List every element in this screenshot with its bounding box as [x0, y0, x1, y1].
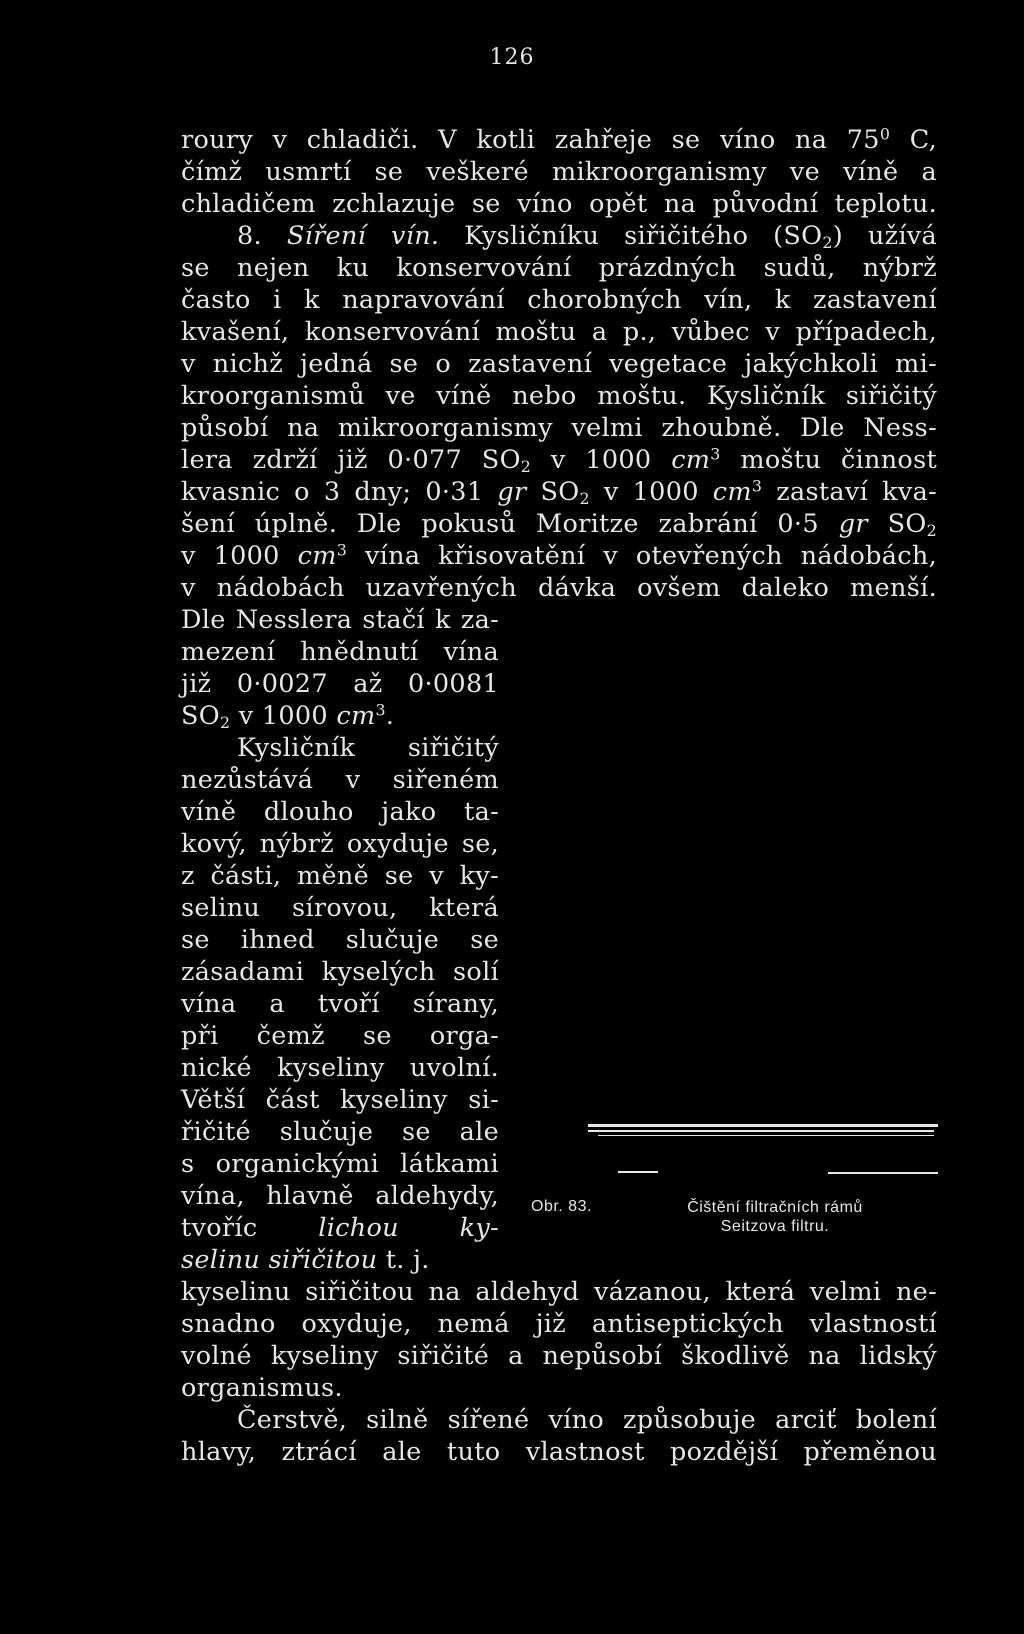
text-line: šení úplně. Dle pokusů Moritze zabrání 0·5 gr $SO_2$: [181, 509, 937, 540]
text-line: kvašení, konservování moštu a p., vůbec v případech,: [181, 317, 937, 347]
text-line: kový, nýbrž oxyduje se,: [181, 829, 499, 859]
text-line: selinu sírovou, která: [181, 893, 499, 923]
text-line: v 1000 $cm^3$ vína křisovatění v otevřených nádobách,: [181, 540, 937, 571]
text-line: tvoříc lichou ky-: [181, 1213, 499, 1243]
text-line: vína a tvoří sírany,: [181, 989, 499, 1019]
text-line: kroorganismů ve víně nebo moštu. Kysličník siřičitý: [181, 381, 937, 411]
text-line: hlavy, ztrácí ale tuto vlastnost pozdější přeměnou: [181, 1437, 937, 1467]
text-line: nické kyseliny uvolní.: [181, 1053, 499, 1083]
text-line: volné kyseliny siřičité a nepůsobí škodlivě na lidský: [181, 1341, 937, 1371]
text-line: selinu siřičitou t. j.: [181, 1245, 430, 1275]
text-line: často i k napravování chorobných vín, k zastavení: [181, 285, 937, 315]
text-line: se nejen ku konservování prázdných sudů, nýbrž: [181, 253, 937, 283]
text-line: roury v chladiči. V kotli zahřeje se víno na $75^0$ C,: [181, 124, 937, 155]
text-line: Kysličník siřičitý: [237, 733, 499, 763]
text-line: vína, hlavně aldehydy,: [181, 1181, 499, 1211]
figure-label: Obr. 83.: [531, 1198, 592, 1215]
text-line: mezení hnědnutí vína: [181, 637, 499, 667]
section-title: Síření vín.: [286, 221, 440, 251]
text-line: víně dlouho jako ta-: [181, 797, 499, 827]
text-line: Čerstvě, silně sířené víno způsobuje arciť bolení: [237, 1405, 937, 1435]
text-line: kvasnic o 3 dny; 0·31 gr $SO_2$ v 1000 $cm^3$ zastaví kva-: [181, 476, 937, 508]
text-line: z části, měně se v ky-: [181, 861, 499, 891]
text-line: řičité slučuje se ale: [181, 1117, 499, 1147]
text-line: kyselinu siřičitou na aldehyd vázanou, která velmi ne-: [181, 1277, 937, 1307]
text-line: chladičem zchlazuje se víno opět na původní teplotu.: [181, 189, 937, 219]
figure-illustration: [588, 1120, 940, 1180]
text-line: v nichž jedná se o zastavení vegetace jakýchkoli mi-: [181, 349, 937, 379]
text-line: $SO_2$ v 1000 $cm^3$.: [181, 700, 395, 732]
text-line: při čemž se orga-: [181, 1021, 499, 1051]
text-line: již 0·0027 až 0·0081: [181, 669, 499, 699]
text-line: Dle Nesslera stačí k za-: [181, 605, 499, 635]
text-line: se ihned slučuje se: [181, 925, 499, 955]
text-line: Větší část kyseliny si-: [181, 1085, 499, 1115]
page-number: 126: [489, 45, 535, 70]
text-line: s organickými látkami: [181, 1149, 499, 1179]
text-line: lera zdrží již 0·077 $SO_2$ v 1000 $cm^3$ moštu činnost: [181, 444, 938, 476]
text-line: působí na mikroorganismy velmi zhoubně. Dle Ness-: [181, 413, 937, 443]
text-line: nezůstává v siřeném: [181, 765, 499, 795]
section-heading-line: 8. Síření vín. Kysličníku siřičitého $(SO_2)$ užívá: [237, 221, 937, 252]
text-line: snadno oxyduje, nemá již antiseptických vlastností: [181, 1309, 937, 1339]
text-line: čímž usmrtí se veškeré mikroorganismy ve víně a: [181, 157, 937, 187]
text-line: v nádobách uzavřených dávka ovšem daleko menší.: [181, 573, 937, 603]
text-line: organismus.: [181, 1373, 343, 1403]
text-line: zásadami kyselých solí: [181, 957, 499, 987]
figure-caption: Čištění filtračních rámů Seitzova filtru.: [687, 1199, 863, 1235]
